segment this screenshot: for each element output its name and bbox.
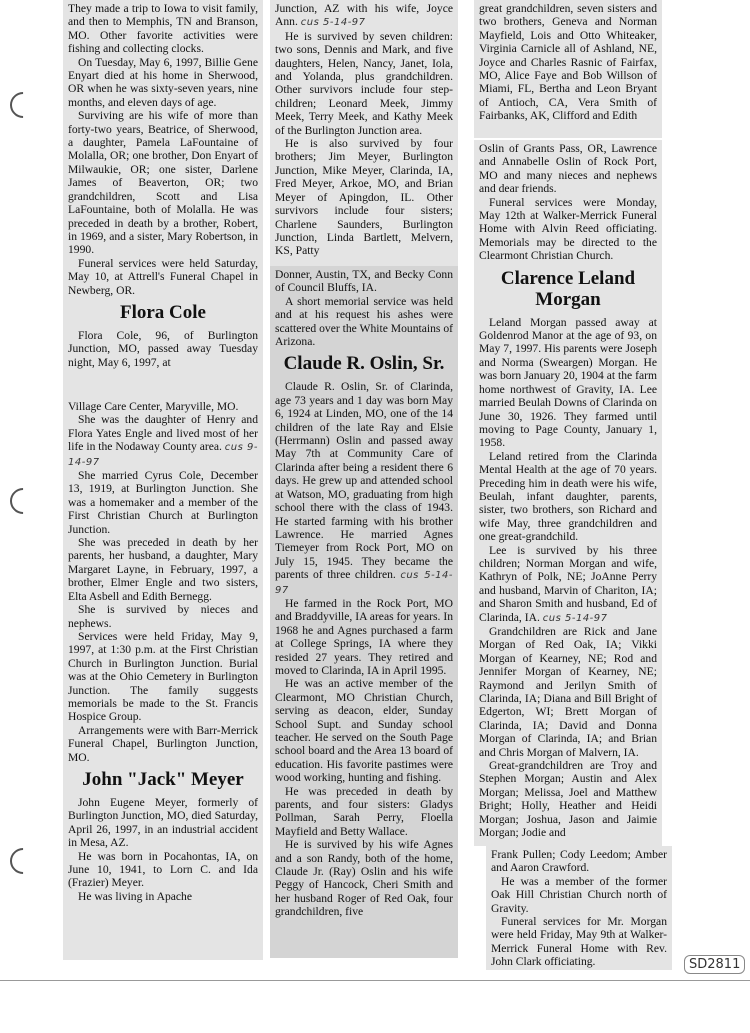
meyer-siblings-paragraph: He is also survived by four brothers; Jim Meyer, Burlington Junction, Mike Meyer, Clarinda, IA, Fred Meyer, Arkoe, MO, and Brian Meyer of Apingdon, IL. Other survivors include four sisters; Charlene Saunders, Burlington Junction, Linda Bartlett, Melvern, KS, Patty [275,137,453,258]
oslin-siblings-paragraph: great grandchildren, seven sisters and two brothers, Geneva and Norman Mayfield, Lois and Otto Whiteaker, Virginia Carnicle all of Ashland, NE, Joyce and Charles Rasnic of Fairfax, MO, Alice Faye and Bob Willson of Miami, FL, Bertha and Leon Bryant of Antioch, CA, Vera Smith of Fairbanks, AK, Clifford and Edith [479,2,657,123]
cole-intro-continued: Village Care Center, Maryville, MO. [68,400,239,413]
cole-services-paragraph: Services were held Friday, May 9, 1997, at 1:30 p.m. at the First Christian Church in Burlington Junction. Burial was at the Ohio Cemetery in Burlington Junction. The family suggests memorials be made to the St. Francis Hospice Group. [68,629,258,724]
oslin-intro-paragraph [275,380,453,597]
cole-parents-text: She was the daughter of Henry and Flora Yates Engle and lived most of her life in the Nodaway County area. [68,413,258,454]
meyer-continued-text: Junction, AZ with his wife, Joyce Ann. [275,2,453,29]
morgan-grandchildren-paragraph: Grandchildren are Rick and Jane Morgan of Red Oak, IA; Vikki Morgan of Kearney, NE; Rod and Jennifer Morgan of Kearney, NE; Raymond and Jerilyn Smith of Clarinda, IA; Diana and Bill Bright of Edgerton, WI; Brett Morgan of Clarinda, IA; David and Donna Morgan of Clarinda, IA; and Brian and Chris Morgan of Malvern, IA. [479,625,657,759]
meyer-living-paragraph: He was living in Apache [78,889,192,903]
cole-preceded-paragraph: She was preceded in death by her parents, her husband, a daughter, Mary Margaret Layne, in February, 1997, a brother, Elmer Engle and two sisters, Elta Asbell and Edith Bernegg. [68,536,258,603]
clipping-morgan [474,140,662,846]
clipping-morgan-end [486,846,672,970]
oslin-funeral-paragraph: Funeral services were Monday, May 12th at Walker-Merrick Funeral Home with Alvin Reed officiating. Memorials may be directed to the Clearmont Christian Church. [479,195,657,263]
morgan-handwritten-note: cus 5-14-97 [542,612,608,624]
morgan-children-paragraph [479,544,657,625]
oslin-farm-paragraph: He farmed in the Rock Port, MO and Braddyville, IA areas for years. In 1968 he and Agnes purchased a farm at College Springs, IA where they resided 27 years. They retired and moved to Clarinda, IA in April 1995. [275,596,453,677]
archive-stamp: SD2811 [684,955,745,974]
oslin-siblings-continued: Oslin of Grants Pass, OR, Lawrence and Annabelle Oslin of Rock Port, MO and many nieces and nephews and dear friends. [479,142,657,196]
meyer-siblings-continued: Donner, Austin, TX, and Becky Conn of Council Bluffs, IA. [275,268,453,295]
clipping-oslin-continued [474,0,662,138]
binder-hole-middle [5,483,42,520]
meyer-born-paragraph: He was born in Pocahontas, IA, on June 10, 1941, to Lorn C. and Ida (Frazier) Meyer. [68,849,258,890]
clipping-enyart-cole [63,0,263,398]
meyer-continued-paragraph [275,2,453,30]
morgan-church-paragraph: He was a member of the former Oak Hill Christian Church north of Gravity. [491,874,667,915]
morgan-funeral-paragraph: Funeral services for Mr. Morgan were held Friday, May 9th at Walker-Merrick Funeral Home with Rev. John Clark officiating. [491,915,667,969]
oslin-handwritten-note: cus 5-14-97 [275,570,454,596]
morgan-great-grandchildren-continued: Frank Pullen; Cody Leedom; Amber and Aaron Crawford. [491,848,667,875]
meyer-intro-paragraph: John Eugene Meyer, formerly of Burlington Junction, MO, died Saturday, April 26, 1997, in an industrial accident in Mesa, AZ. [68,795,258,850]
binder-hole-bottom [5,843,42,880]
cole-parents-paragraph [68,413,258,469]
oslin-intro-text: Claude R. Oslin, Sr. of Clarinda, age 73 years and 1 day was born May 6, 1924 at Linden, MO, one of the 14 children of the late Ray and Elsie (Herrmann) Oslin and passed away May 7th at Community Care of Clarinda after being a resident there 6 days. He grew up and attended school at Watson, MO, graduating from high school there with the class of 1943. He started farming with his brother Lawrence. He married Agnes Tiemeyer from Rock Port, MO on July 15, 1945. They became the parents of three children. [275,380,453,582]
cole-arrangements-paragraph: Arrangements were with Barr-Merrick Funeral Chapel, Burlington Junction, MO. [68,723,258,764]
cole-survived-paragraph: She is survived by nieces and nephews. [68,603,258,630]
oslin-preceded-paragraph: He was preceded in death by parents, and four sisters: Gladys Pollman, Sarah Perry, Floella Mayfield and Betty Wallace. [275,784,453,838]
clipping-cole-meyer [63,398,263,960]
enyart-survivors-paragraph: Surviving are his wife of more than forty-two years, Beatrice, of Sherwood, a daughter, Pamela LaFountaine of Molalla, OR; one brother, Don Enyart of Milwaukie, OR; one sister, Darlene James of Beaverton, OR; two grandchildren, Scott and Lisa LaFountaine, both of Molalla. He was preceded in death by a brother, Robert, in 1969, and a sister, Mary Robertson, in 1990. [68,109,258,257]
morgan-great-grandchildren-paragraph: Great-grandchildren are Troy and Stephen Morgan; Austin and Alex Morgan; Melissa, Joel and Matthew Bright; Holly, Heather and Heidi Morgan; Joshua, Jason and Jaimie Morgan; Jodie and [479,759,657,840]
cole-handwritten-note: cus 9-14-97 [68,442,258,468]
oslin-survived-paragraph: He is survived by his wife Agnes and a son Randy, both of the home, Claude Jr. (Ray) Oslin and his wife Peggy of Hancock, Cheri Smith and her husband Roger of Red Oak, four grandchildren, five [275,838,453,919]
binder-hole-top [5,87,42,124]
cole-marriage-paragraph: She married Cyrus Cole, December 13, 1919, at Burlington Junction. She was a homemaker and a member of the First Christian Church at Burlington Junction. [68,469,258,536]
obituary-heading-claude-oslin: Claude R. Oslin, Sr. [283,353,445,375]
morgan-intro-paragraph: Leland Morgan passed away at Goldenrod Manor at the age of 93, on May 7, 1997. His parents were Joseph and Norma (Sweargen) Morgan. He was born January 20, 1904 at the farm home northwest of Gravity, IA. Lee married Beulah Downs of Clarinda on June 30, 1926. They farmed until moving to Page County, January 1, 1958. [479,315,657,450]
morgan-children-text: Lee is survived by his three children; Norman Morgan and wife, Kathryn of Polk, NE; JoAnne Perry and husband, Marvin of Chariton, IA; and Sharon Smith and husband, Ed of Clarinda, IA. [479,543,657,624]
page-bottom-rule [0,980,750,981]
oslin-church-paragraph: He was an active member of the Clearmont, MO Christian Church, serving as deacon, elder, Sunday School Supt. and Sunday school teacher. He served on the South Page school board and the Area 13 board of education. His favorite pastimes were wood working, hunting and fishing. [275,677,453,785]
clipping-oslin [270,266,458,958]
obituary-heading-flora-cole: Flora Cole [119,301,206,323]
cole-intro-paragraph: Flora Cole, 96, of Burlington Junction, MO, passed away Tuesday night, May 6, 1997, at [68,328,258,369]
clipping-meyer-continued [270,0,458,266]
meyer-children-paragraph: He is survived by seven children: two sons, Dennis and Mark, and five daughters, Helen, Nancy, Janet, Iola, and Yolanda, plus grandchildren. Other survivors include four step-children; Leonard Meek, Jimmy Meek, Terry Meek, and Kathy Meek of the Burlington Junction area. [275,29,453,137]
enyart-funeral-paragraph: Funeral services were held Saturday, May 10, at Attrell's Funeral Chapel in Newberg, OR. [68,256,258,297]
meyer-handwritten-note: cus 5-14-97 [300,17,366,29]
morgan-retired-paragraph: Leland retired from the Clarinda Mental Health at the age of 70 years. Preceding him in death were his wife, Beulah, infant daughter, parents, sister, two brothers, son Richard and wife May, three grandchildren and one great-grandchild. [479,449,657,544]
meyer-memorial-paragraph: A short memorial service was held and at his request his ashes were scattered over the White Mountains of Arizona. [275,294,453,349]
obituary-heading-john-meyer: John "Jack" Meyer [82,768,244,790]
enyart-death-paragraph: On Tuesday, May 6, 1997, Billie Gene Enyart died at his home in Sherwood, OR when he was sixty-seven years, nine months, and eleven days of age. [68,55,258,109]
enyart-trip-paragraph: They made a trip to Iowa to visit family, and then to Memphis, TN and Branson, MO. Other favorite activities were fishing and collecting clocks. [68,2,258,56]
obituary-heading-clarence-morgan: Clarence Leland Morgan [500,267,636,310]
